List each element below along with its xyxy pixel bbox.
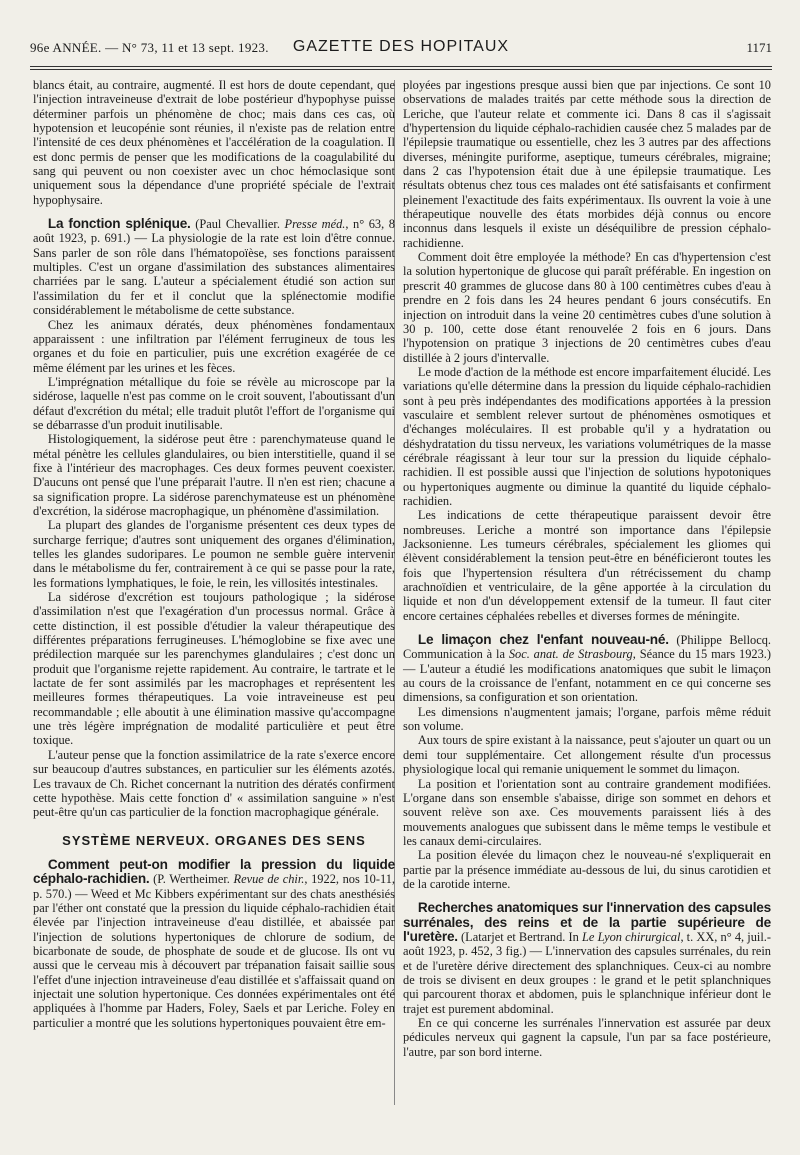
left-column [33, 78, 395, 1030]
paragraph: En ce qui concerne les surrénales l'innervation est assurée par deux pédicules nerveux qui gagnent la capsule, l'un par sa face postérieure, l'autre, par son bord interne. [403, 1016, 771, 1059]
issue-info: 96e ANNÉE. — N° 73, 11 et 13 sept. 1923. [30, 40, 269, 55]
article-journal: Soc. anat. de Strasbourg [508, 647, 633, 662]
section-heading: SYSTÈME NERVEUX. ORGANES DES SENS [62, 832, 366, 848]
journal-title: GAZETTE DES HOPITAUX [292, 38, 510, 55]
paragraph: blancs était, au contraire, augmenté. Il est hors de doute cependant, que l'injection intraveineuse d'extrait de lobe postérieur d'hypophyse puisse déterminer parfois un phénomène de choc; mais dans ces cas, où hypotension et leucopénie sont réunies, il n'existe pas de relation entre l'intensité de ces deux phénomènes et l'accélération de la coagulation. Il est donc permis de penser que les modifications de la coagulabilité du sang qui peuvent ou non coexister avec un choc hémoclasique sont uniquement sous la dépendance d'une propriété spéciale de l'extrait hypophysaire. [33, 78, 395, 207]
paragraph: La position élevée du limaçon chez le nouveau-né s'expliquerait en partie par la présence immédiate au-dessous de lui, du sinus carotidien et de la carotide interne. [403, 848, 771, 891]
article-author: (Philippe Bellocq. [676, 633, 771, 648]
article-journal: Presse méd. [284, 217, 346, 232]
paragraph: La sidérose d'excrétion est toujours pathologique ; la sidérose d'assimilation n'est que l'exagération d'un processus normal. Grâce à cette distinction, il est possible d'étudier la valeur thérapeutique des différentes préparations ferrugineuses. L'hémoglobine se fixe avec une prédilection marquée sur les parenchymes glandulaires ; c'est donc un produit que l'organisme rejette rapidement. Au contraire, le tartrate et le lactate de fer sont assimilés par les macrophages et représentent les meilleures formes thérapeutiques. La voie intraveineuse est peu recommandable ; elle aboutit à une élimination massive qu'accompagne une très légère imprégnation de modalité particulière et peut être toxique. [33, 590, 395, 748]
paragraph: ployées par ingestions presque aussi bien que par injections. Ce sont 10 observations de malades traités par cette méthode sous la direction de Leriche, que l'auteur relate et commente ici. Dans 8 cas il s'agissait d'hypertension du liquide céphalo-rachidien causée chez 5 malades par de l'épilepsie traumatique ou essentielle, chez les 3 autres par des affections diverses, méningite puriforme, aseptique, tumeurs cérébrales, migraine; dans 2 cas l'hypotension était due à une épilepsie traumatique. Les résultats obtenus chez tous ces malades ont été satisfaisants et confirment pleinement l'exactitude des faits expérimentaux. Ils ouvrent la voie à une thérapeutique nouvelle des états morbides déjà connus ou encore inconnus dans lesquels il existe un déséquilibre de pression céphalo-rachidienne. [403, 78, 771, 250]
article-journal: Le Lyon chirurgical [582, 929, 681, 944]
paragraph: Les dimensions n'augmentent jamais; l'organe, parfois même réduit son volume. [403, 704, 771, 734]
article-body: , t. XX, n° 4, juil.-août 1923, p. 452, 3 fig.) — L'innervation des capsules surrénales, du rein et de l'uretère dérive directement des splanchniques. Ceux-ci au nombre de trois se divisent en deux groupes : le grand et le petit splanchniques qui parcourent thorax et abdomen, puis le splanchnique inférieur dont le trajet est purement abdominal. [403, 929, 772, 1016]
article-adrenal-innervation [403, 901, 771, 1016]
header-rule-double [30, 69, 772, 70]
article-splenic-function [33, 217, 395, 317]
article-ref: Communication à la [403, 647, 505, 662]
paragraph: Comment doit être employée la méthode? En cas d'hypertension c'est la solution hypertonique de glucose qui paraît préférable. En ingestion on prescrit 40 grammes de glucose dans 80 à 100 centimètres cubes d'eau à prendre en 2 fois dans les 24 heures pendant 6 jours consécutifs. En injection on introduit dans la veine 20 centimètres cubes d'une solution à 30 p. 100, cette dose étant renouvelée 2 fois en 6 jours. Dans l'hypotension on pratique 3 injections de 20 centimètres cubes d'eau distillée à 2 jours d'intervalle. [403, 250, 771, 365]
paragraph: La position et l'orientation sont au contraire grandement modifiées. L'organe dans son ensemble s'abaisse, dirige son sommet en dehors et souvent relève son axe. Ces mouvements paraissent liés à des mouvements analogues que subissent dans le même temps le vestibule et les canaux demi-circulaires. [403, 776, 771, 848]
paragraph: Histologiquement, la sidérose peut être : parenchymateuse quand le métal pénètre les cellules glandulaires, ou bien interstitielle, quand il se fixe à l'intérieur des macrophages. Ces deux formes peuvent coexister. D'aucuns ont pensé que l'une préparait l'autre. Il n'en est rien; chacune a sa signification propre. La sidérose parenchymateuse est un phénomène d'excrétion, la sidérose macrophagique, un phénomène d'assimilation. [33, 432, 395, 518]
article-title: Comment peut-on modifier la pression du liquide céphalo-rachidien. [33, 856, 395, 887]
article-title: La fonction splénique. [47, 216, 191, 232]
paragraph: Le mode d'action de la méthode est encore imparfaitement élucidé. Les variations qu'elle détermine dans la pression du liquide céphalo-rachidien sont à peu près indépendantes des modifications apportées à la pression vasculaire et semblent relever surtout de phénomènes osmotiques et d'échanges moléculaires. Il est probable qu'il y a hydratation ou déshydratation du tissu nerveux, les variations volumétriques de la masse cérébrale réagissant à leur tour sur la pression du liquide céphalo-rachidien. Il est possible aussi que l'injection de solutions hypotoniques ou hypertoniques augmente ou diminue la quantité du liquide céphalo-rachidien. [403, 364, 771, 508]
article-body: , Séance du 15 mars 1923.) — L'auteur a étudié les modifications anatomiques que subit le limaçon au cours de la croissance de l'enfant, notamment en ce qui concerne ses dimensions, sa configuration et son orientation. [403, 647, 772, 705]
article-cochlea-newborn [403, 633, 771, 705]
article-journal: Revue de chir. [233, 872, 305, 887]
paragraph: Les indications de cette thérapeutique paraissent devoir être nombreuses. Leriche a montré son importance dans l'épilepsie Jacksonienne. Les tumeurs cérébrales, spécialement les gliomes qui élèvent considérablement la tension peut-être en bénéficieront toutes les fois que l'hypertension résultera d'un rétrécissement du champ arachnoïdien et ventriculaire, de la gêne apportée à la circulation du liquide et non d'un développement extensif de la tumeur. Il faut citer encore certaines céphalées rebelles et diverses formes de méningite. [403, 508, 771, 623]
page-number: 1171 [746, 40, 772, 55]
article-body: , 1922, nos 10-11, p. 570.) — Weed et Mc Kibbers expérimentant sur des chats anesthésiés par l'éther ont constaté que la pression du liquide céphalo-rachidien était élevée par l'injection intraveineuse d'eau distillée, et abaissée par l'injection de solutions hypertoniques de chlorure de sodium, de bicarbonate de soude, de phosphate de soude et de glucose. Ils ont vu aussi que le cerveau mis à découvert par trépanation faisait saillie sous l'effet d'une injection intraveineuse d'eau distillée et s'affaissait quand on injectait une solution hypertonique. Ces données expérimentales ont été appliquées à l'homme par Haders, Foley, Saels et par Leriche. Foley en particulier a montré que les solutions hypertoniques pouvaient être em- [33, 872, 395, 1030]
paragraph: L'auteur pense que la fonction assimilatrice de la rate s'exerce encore sur beaucoup d'autres substances, en particulier sur les éléments azotés. Les travaux de Ch. Richet concernant la nutrition des dératés confirment cette hypothèse. Mais cette fonction d' « assimilation sanguine » n'est peut-être qu'un cas particulier de la fonction macrophagique générale. [33, 747, 395, 820]
paragraph: La plupart des glandes de l'organisme présentent ces deux types de surcharge ferrique; d'autres sont uniquement des organes d'élimination, telles les glandes sudoripares. Le poumon ne semble guère intervenir dans le métabolisme du fer, contrairement à ce qui se passe pour la rate, les formations lymphatiques, le foie, le rein, les villosités intestinales. [33, 518, 395, 590]
article-csf-pressure [33, 858, 395, 1030]
article-title: Le limaçon chez l'enfant nouveau-né. [417, 632, 669, 648]
right-column [403, 78, 771, 1059]
article-author: (P. Wertheimer. [153, 872, 230, 887]
page-header [30, 36, 772, 62]
article-author: (Paul Chevallier. [195, 217, 280, 232]
paragraph: Aux tours de spire existant à la naissance, peut s'ajouter un quart ou un demi tour supplémentaire. Cet allongement résulte d'un processus physiologique local qui remanie uniquement le sommet du limaçon. [403, 733, 771, 777]
article-body: , n° 63, 8 août 1923, p. 691.) — La physiologie de la rate est loin d'être connue. Sans parler de son rôle dans l'hématopoïèse, ses fonctions paraissent multiples. C'est un organe d'assimilation des substances alimentaires charriées par le sang. L'auteur a spécialement étudié son action sur l'assimilation du fer et il conclut que la splénectomie modifie considérablement le métabolisme de cette substance. [33, 217, 395, 318]
paragraph: L'imprégnation métallique du foie se révèle au microscope par la sidérose, laquelle n'est pas comme on le croit souvent, l'aboutissant d'un défaut d'excrétion du métal; elle traduit plutôt l'effort de l'organisme qui se débarrasse d'un produit inutilisable. [33, 374, 395, 432]
article-author: (Latarjet et Bertrand. [461, 929, 566, 944]
paragraph: Chez les animaux dératés, deux phénomènes fondamentaux apparaissent : une infiltration par l'élément ferrugineux de tous les organes et du foie en particulier, puis une excrétion exagérée de ce même élément par les urines et les fèces. [33, 317, 395, 375]
article-title: Recherches anatomiques sur l'innervation des capsules surrénales, des reins et de la partie supérieure de l'uretère. [403, 900, 771, 944]
header-rule [30, 66, 772, 67]
article-ref: In [568, 929, 579, 944]
